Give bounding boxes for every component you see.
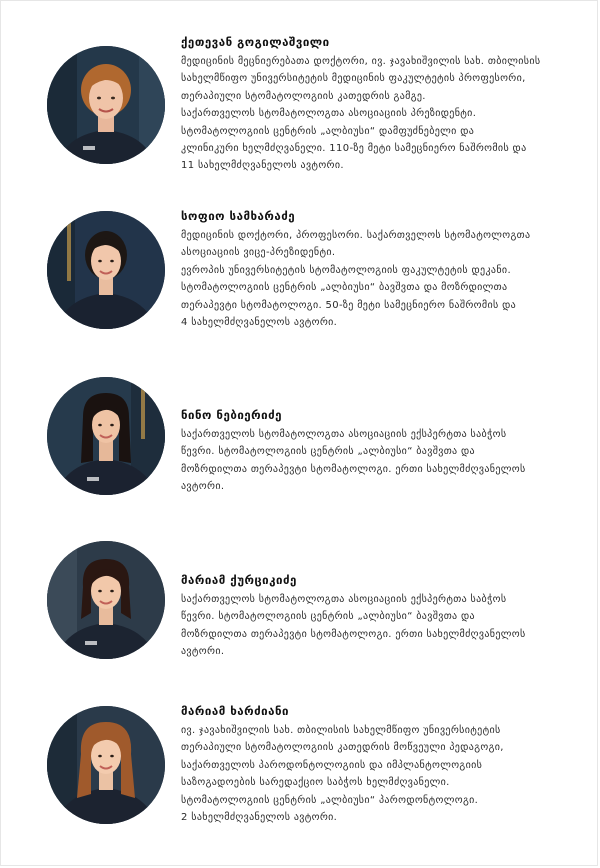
bio-line: სტომატოლოგიის ცენტრის „ალბიუსი“ დამფუძნებელი და	[181, 125, 475, 137]
bio-line: სტომატოლოგიის ცენტრის „ალბიუსი“ პაროდონტოლოგი.	[181, 794, 479, 806]
bio-line: 4 სახელმძღვანელოს ავტორი.	[181, 317, 338, 329]
bio-line: წევრი. სტომატოლოგიის ცენტრის „ალბიუსი“ ბავშვთა და	[181, 611, 475, 623]
doctor-name: ქეთევან გოგილაშვილი	[181, 35, 330, 49]
doctor-name: სოფიო სამხარაძე	[181, 209, 296, 223]
bio-line: 11 სახელმძღვანელოს ავტორი.	[181, 160, 344, 172]
bio-line: მედიცინის მეცნიერებათა დოქტორი, ივ. ჯავახიშვილის სახ. თბილისის	[181, 56, 541, 67]
bio-line: საქართველოს სტომატოლოგთა ასოციაციის ექსპერტთა საბჭოს	[181, 594, 507, 605]
profile-photo	[47, 541, 165, 659]
bio-line: საქართველოს სტომატოლოგთა ასოციაციის ექსპერტთა საბჭოს	[181, 429, 507, 440]
bio-line: თერაპევტი სტომატოლოგი. 50-ზე მეტი სამეცნიერო ნაშრომის და	[181, 299, 517, 311]
bio-line: საქართველოს სტომატოლოგთა ასოციაციის პრეზიდენტი.	[181, 108, 477, 120]
doctor-name: ნინო ნებიერიძე	[181, 408, 283, 422]
bio-line: ევროპის უნივერსიტეტის სტომატოლოგიის ფაკულტეტის დეკანი.	[181, 264, 511, 276]
profile-photo	[47, 706, 165, 824]
profile-photo	[47, 211, 165, 329]
bio-line: მოზრდილთა თერაპევტი სტომატოლოგი. ერთი სახელმძღვანელოს	[181, 463, 526, 475]
doctor-name: მარიამ ხარძიანი	[181, 704, 290, 718]
bio-line: კლინიკური ხელმძღვანელი. 110-ზე მეტი სამეცნიერო ნაშრომის და	[181, 143, 527, 155]
doctor-name: მარიამ ქურციკიძე	[181, 573, 297, 587]
bio-line: საზოგადოების სარედაქციო საბჭოს ხელმძღვანელი.	[181, 777, 450, 789]
profile-photo	[47, 46, 165, 164]
bio-line: მოზრდილთა თერაპევტი სტომატოლოგი. ერთი სახელმძღვანელოს	[181, 628, 526, 640]
bio-line: თერაპიული სტომატოლოგიის კათედრის გამგე.	[181, 90, 426, 102]
bio-line: საქართველოს პაროდონტოლოგიის და იმპლანტოლოგიის	[181, 759, 483, 771]
profile-photo	[47, 377, 165, 495]
bio-line: ასოციაციის ვიცე-პრეზიდენტი.	[181, 247, 336, 259]
bio-line: თერაპიული სტომატოლოგიის კათედრის მოწვეული პედაგოგი,	[181, 742, 504, 754]
bio-line: მედიცინის დოქტორი, პროფესორი. საქართველოს სტომატოლოგთა	[181, 230, 531, 241]
bio-line: ავტორი.	[181, 646, 225, 658]
bio-line: ივ. ჯავახიშვილის სახ. თბილისის სახელმწიფო უნივერსიტეტის	[181, 725, 501, 736]
bio-line: სტომატოლოგიის ცენტრის „ალბიუსი“ ბავშვთა და მოზრდილთა	[181, 282, 508, 294]
bio-line: 2 სახელმძღვანელოს ავტორი.	[181, 812, 338, 824]
bio-line: ავტორი.	[181, 481, 225, 493]
bio-line: სახელმწიფო უნივერსიტეტის მედიცინის ფაკულტეტის პროფესორი,	[181, 73, 526, 85]
bio-line: წევრი. სტომატოლოგიის ცენტრის „ალბიუსი“ ბავშვთა და	[181, 446, 475, 458]
